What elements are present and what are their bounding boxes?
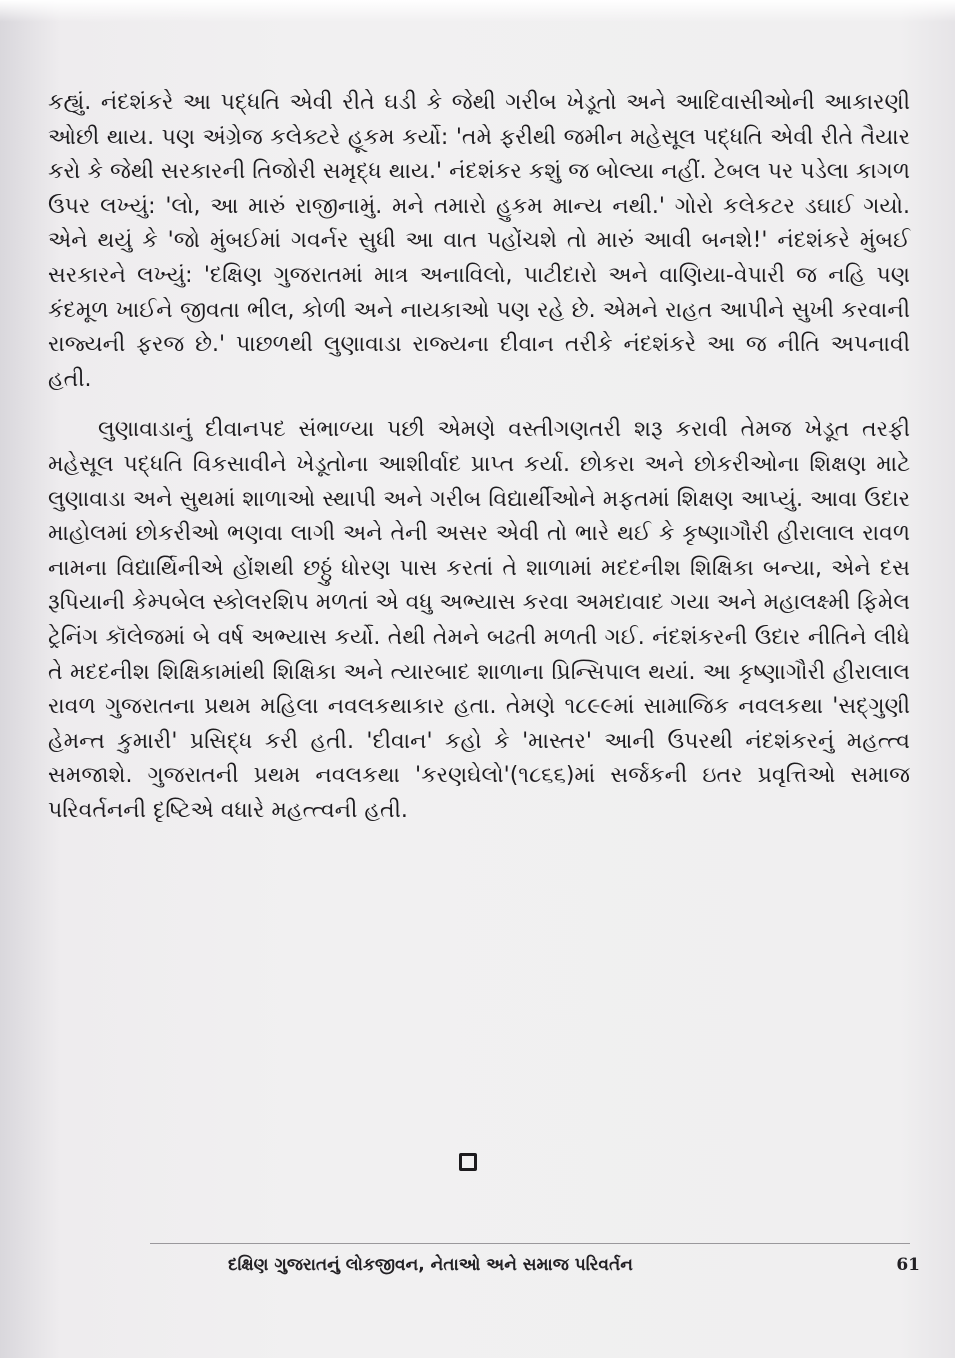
paragraph-1: કહ્યું. નંદશંકરે આ પદ્ધતિ એવી રીતે ઘડી કે જેથી ગરીબ ખેડૂતો અને આદિવાસીઓની આકારણી ઓછી થાય. પણ અંગ્રેજ કલેક્ટરે હૂકમ કર્યો: 'તમે ફરીથી જમીન મહેસૂલ પદ્ધતિ એવી રીતે તૈયાર કરો કે જેથી સરકારની તિજોરી સમૃદ્ધ થાય.' નંદશંકર કશું જ બોલ્યા નહીં. ટેબલ પર પડેલા કાગળ ઉપર લખ્યું: 'લો, આ મારું રાજીનામું. મને તમારો હુકમ માન્ય નથી.' ગોરો કલેકટર ડઘાઈ ગયો. એને થયું કે 'જો મુંબઈમાં ગવર્નર સુધી આ વાત પહોંચશે તો મારું આવી બનશે!' નંદશંકરે મુંબઈ સરકારને લખ્યું: 'દક્ષિણ ગુજરાતમાં માત્ર અનાવિલો, પાટીદારો અને વાણિયા-વેપારી જ નહિ પણ કંદમૂળ ખાઈને જીવતા ભીલ, કોળી અને નાયકાઓ પણ રહે છે. એમને રાહત આપીને સુખી કરવાની રાજ્યની ફરજ છે.' પાછળથી લુણાવાડા રાજ્યના દીવાન તરીકે નંદશંકરે આ જ નીતિ અપનાવી હતી. [48,90,910,392]
body-text [48,86,910,828]
section-end-square-icon [459,1153,477,1171]
page-number: 61 [896,1255,920,1275]
page-top-edge [0,0,955,22]
running-footer-title: દક્ષિણ ગુજરાતનું લોકજીવન, નેતાઓ અને સમાજ પરિવર્તન [228,1255,633,1275]
paragraph-2: લુણાવાડાનું દીવાનપદ સંભાળ્યા પછી એમણે વસ્તીગણતરી શરૂ કરાવી તેમજ ખેડૂત તરફી મહેસૂલ પદ્ધતિ વિકસાવીને ખેડૂતોના આશીર્વાદ પ્રાપ્ત કર્યા. છોકરા અને છોકરીઓના શિક્ષણ માટે લુણાવાડા અને સુથમાં શાળાઓ સ્થાપી અને ગરીબ વિદ્યાર્થીઓને મફતમાં શિક્ષણ આપ્યું. આવા ઉદાર માહોલમાં છોકરીઓ ભણવા લાગી અને તેની અસર એવી તો ભારે થઈ કે કૃષ્ણાગૌરી હીરાલાલ રાવળ નામના વિદ્યાર્થિનીએ હોંશથી છઠ્ઠું ધોરણ પાસ કરતાં તે શાળામાં મદદનીશ શિક્ષિકા બન્યા, એને દસ રૂપિયાની કેમ્પબેલ સ્કોલરશિપ મળતાં એ વધુ અભ્યાસ કરવા અમદાવાદ ગયા અને મહાલક્ષ્મી ફિમેલ ટ્રેનિંગ કૉલેજમાં બે વર્ષ અભ્યાસ કર્યો. તેથી તેમને બઢતી મળતી ગઈ. નંદશંકરની ઉદાર નીતિને લીધે તે મદદનીશ શિક્ષિકામાંથી શિક્ષિકા અને ત્યારબાદ શાળાના પ્રિન્સિપાલ થયાં. આ કૃષ્ણાગૌરી હીરાલાલ રાવળ ગુજરાતના પ્રથમ મહિલા નવલકથાકાર હતા. તેમણે ૧૮૯૯માં સામાજિક નવલકથા 'સદ્ગુણી હેમન્ત કુમારી' પ્રસિદ્ધ કરી હતી. 'દીવાન' કહો કે 'માસ્તર' આની ઉપરથી નંદશંકરનું મહત્ત્વ સમજાશે. ગુજરાતની પ્રથમ નવલકથા 'કરણઘેલો'(૧૮૬૬)માં સર્જકની ઇતર પ્રવૃત્તિઓ સમાજ પરિવર્તનની દૃષ્ટિએ વધારે મહત્ત્વની હતી. [48,417,910,823]
footer-divider [150,1243,910,1244]
